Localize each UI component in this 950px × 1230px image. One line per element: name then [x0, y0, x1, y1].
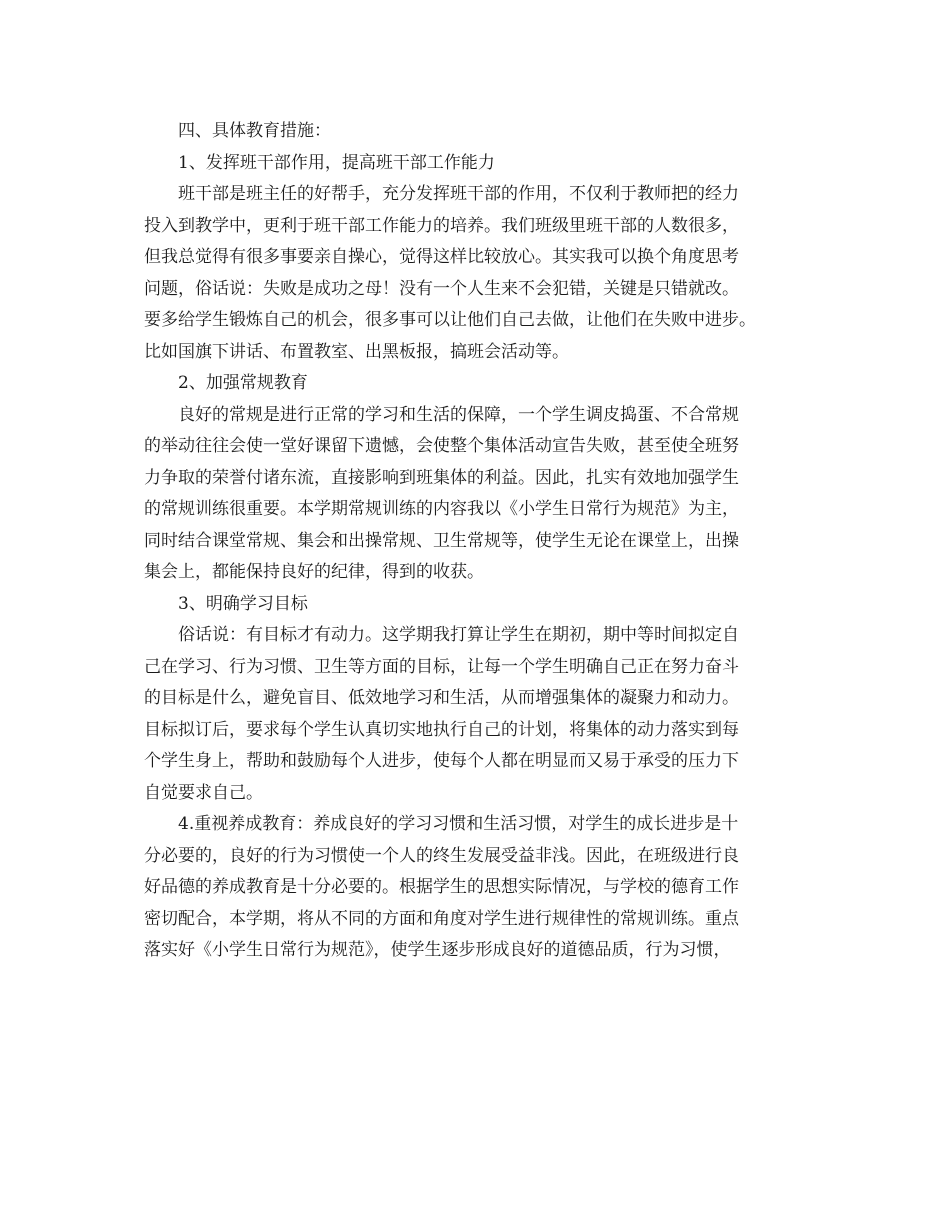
paragraph-line: 俗话说：有目标才有动力。这学期我打算让学生在期初，期中等时间拟定自	[178, 625, 739, 645]
paragraph-line: 好品德的养成教育是十分必要的。根据学生的思想实际情况，与学校的德育工作	[144, 877, 739, 897]
paragraph-line: 集会上，都能保持良好的纪律，得到的收获。	[144, 562, 484, 582]
paragraph-line: 目标拟订后，要求每个学生认真切实地执行自己的计划，将集体的动力落实到每	[144, 719, 739, 740]
paragraph-line: 良好的常规是进行正常的学习和生活的保障，一个学生调皮捣蛋、不合常规	[178, 404, 739, 425]
paragraph-line: 的举动往往会使一堂好课留下遗憾，会使整个集体活动宣告失败，甚至使全班努	[144, 436, 739, 456]
paragraph-line: 的常规训练很重要。本学期常规训练的内容我以《小学生日常行为规范》为主，	[144, 499, 739, 519]
paragraph-line: 密切配合，本学期，将从不同的方面和角度对学生进行规律性的常规训练。重点	[144, 908, 739, 929]
item-heading-3: 3、明确学习目标	[178, 593, 308, 614]
paragraph-line: 投入到教学中，更利于班干部工作能力的培养。我们班级里班干部的人数很多，	[144, 215, 739, 236]
section-title: 四、具体教育措施：	[178, 121, 331, 141]
paragraph-line: 力争取的荣誉付诸东流，直接影响到班集体的利益。因此，扎实有效地加强学生	[144, 467, 739, 488]
item-heading-2: 2、加强常规教育	[178, 373, 308, 393]
paragraph-line: 分必要的，良好的行为习惯使一个人的终生发展受益非浅。因此，在班级进行良	[144, 845, 739, 866]
paragraph-line: 同时结合课堂常规、集会和出操常规、卫生常规等，使学生无论在课堂上，出操	[144, 530, 739, 551]
paragraph-line: 的目标是什么，避免盲目、低效地学习和生活，从而增强集体的凝聚力和动力。	[144, 688, 739, 708]
paragraph-line: 比如国旗下讲话、布置教室、出黑板报，搞班会活动等。	[144, 341, 569, 362]
paragraph-line: 自觉要求自己。	[144, 782, 263, 803]
document-body	[144, 116, 816, 967]
paragraph-line: 4.重视养成教育：养成良好的学习习惯和生活习惯，对学生的成长进步是十	[178, 814, 739, 834]
paragraph-line: 要多给学生锻炼自己的机会，很多事可以让他们自己去做，让他们在失败中进步。	[144, 310, 756, 330]
item-heading-1: 1、发挥班干部作用，提高班干部工作能力	[178, 152, 495, 173]
paragraph-line: 落实好《小学生日常行为规范》，使学生逐步形成良好的道德品质，行为习惯，	[144, 940, 731, 960]
paragraph-line: 但我总觉得有很多事要亲自操心，觉得这样比较放心。其实我可以换个角度思考	[144, 247, 739, 267]
paragraph-line: 个学生身上，帮助和鼓励每个人进步，使每个人都在明显而又易于承受的压力下	[144, 751, 739, 771]
paragraph-line: 问题，俗话说：失败是成功之母！没有一个人生来不会犯错，关键是只错就改。	[144, 278, 739, 299]
paragraph-line: 己在学习、行为习惯、卫生等方面的目标，让每一个学生明确自己正在努力奋斗	[144, 656, 739, 677]
paragraph-line: 班干部是班主任的好帮手，充分发挥班干部的作用，不仅利于教师把的经力	[178, 184, 739, 204]
